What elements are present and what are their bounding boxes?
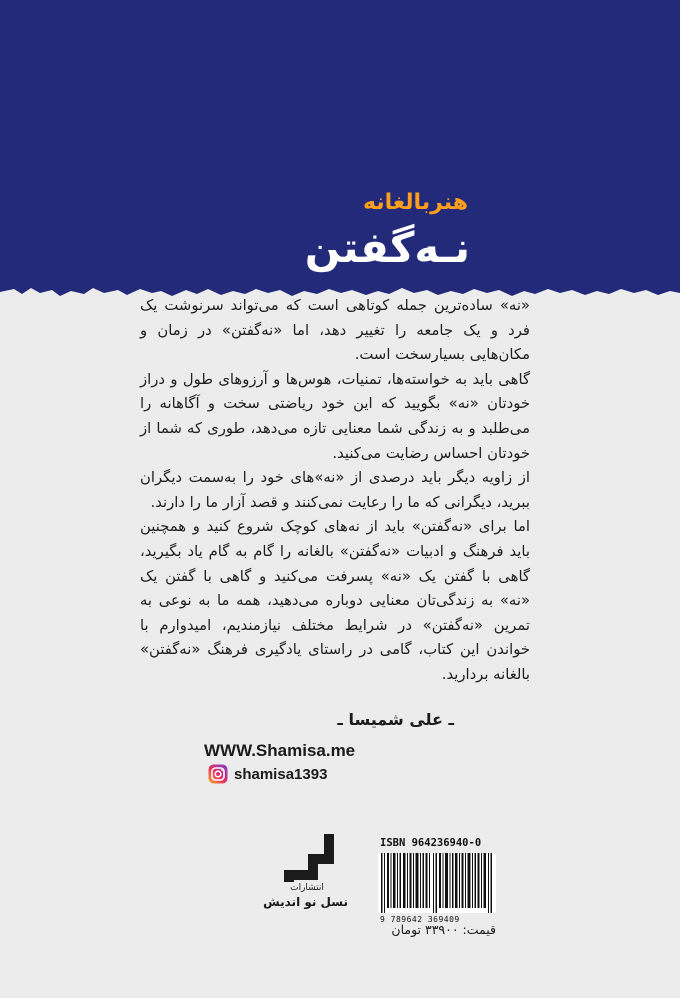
description-paragraph-1: «نه» ساده‌ترین جمله کوتاهی است که می‌تواند سرنوشت یک فرد و یک جامعه را تغییر دهد، اما «نه‌گفتن» در زمان و مکان‌هایی بسیارسخت است. [140,297,530,364]
isbn-text: ISBN 964236940-0 [380,837,482,849]
barcode-icon [378,853,496,913]
instagram-handle: shamisa1393 [234,765,328,783]
author-signature: ـ علی شمیسا ـ [337,710,454,729]
publisher-name: نسل نو اندیش [263,895,348,909]
description-paragraph-3: از زاویه دیگر باید درصدی از «نه»های خود را به‌سمت دیگران ببرید، دیگرانی که ما را رعایت نمی‌کنند و قصد آزار ما را دارند. [140,469,530,511]
book-title: نـه‌گفتن [304,223,470,272]
publisher-label: انتشارات [290,883,324,893]
back-cover-description [140,294,530,688]
instagram-icon [208,764,228,784]
instagram-row[interactable] [208,764,327,784]
author-website[interactable]: WWW.Shamisa.me [204,741,356,760]
book-subtitle: هنربالغانه [363,190,468,215]
price-label: قیمت: ۳۳۹۰۰ تومان [391,922,496,937]
description-paragraph-4: اما برای «نه‌گفتن» باید از نه‌های کوچک شروع کنید و همچنین باید فرهنگ و ادبیات «نه‌گفتن» بالغانه را گام به گام یاد بگیرید، گاهی با گفتن یک «نه» پسرفت می‌کنید و گاهی با گفتن یک «نه» به زندگی‌تان معنایی دوباره می‌دهید، همه ما به نوعی به تمرین «نه‌گفتن» در شرایط مختلف نیازمندیم، امیدوارم با خواندن این کتاب، گامی در راستای یادگیری فرهنگ «نه‌گفتن» بالغانه بردارید. [140,518,530,683]
description-paragraph-2: گاهی باید به خواسته‌ها، تمنیات، هوس‌ها و آرزوهای طول و دراز خودتان «نه» بگویید که این خود ریاضتی سخت و آگاهانه را می‌طلبد و به زندگی شما معنایی تازه می‌دهد، طوری که شما از خودتان احساس رضایت می‌کنید. [140,370,530,462]
barcode-digits: 9 789642 369409 [380,915,460,924]
